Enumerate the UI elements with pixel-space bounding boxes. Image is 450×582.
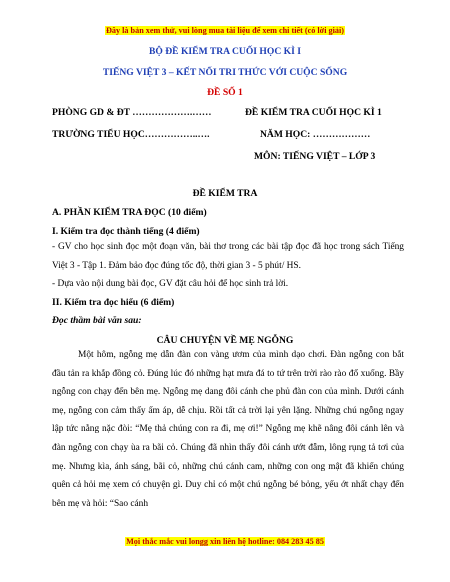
school-field: TRƯỜNG TIỂU HỌC……………..…. <box>52 129 210 140</box>
section-1-paragraph-2: - Dựa vào nội dung bài đọc, GV đặt câu hỏi để học sinh trả lời. <box>52 279 289 290</box>
subject-title: TIẾNG VIỆT 3 – KẾT NỐI TRI THỨC VỚI CUỘC SỐNG <box>102 67 348 78</box>
preview-notice-banner <box>0 26 450 36</box>
exam-title: ĐỀ KIỂM TRA <box>192 188 258 199</box>
story-paragraph: Một hôm, ngỗng mẹ dẫn đàn con vàng ươm của mình dạo chơi. Đàn ngỗng con bắt đầu tản ra khắp đồng cỏ. Đúng lúc đó những hạt mưa đá to tứ trên trời rào rào đổ xuống. Bầy ngỗng con chạy đến bên mẹ. Ngỗng mẹ dang đôi cánh che phủ đàn con của mình. Dưới cánh mẹ, ngỗng con cảm thấy ấm áp, dễ chịu. Rồi tất cả trời lại yên lặng. Những chú ngỗng ngay lập tức nằng nặc đòi: “Mẹ thả chúng con ra đi, mẹ ơi!” Ngỗng mẹ khẽ nâng đôi cánh lên và đàn ngỗng con chạy ùa ra bãi cỏ. Chúng đã nhìn thấy đôi cánh ướt đẫm, lông rụng tả tơi của mẹ. Nhưng kìa, ánh sáng, bãi cỏ, những chú cánh cam, những con ong mật đã khiến chúng quên cả hỏi mẹ xem có chuyện gì. Duy chỉ có một chú ngỗng bé bỏng, yếu ớt nhất chạy đến bên mẹ và hỏi: “Sao cánh <box>52 350 404 509</box>
hotline-text: Mọi thắc mắc vui longg xin liên hệ hotline: 084 283 45 85 <box>126 537 324 546</box>
section-1-heading: I. Kiểm tra đọc thành tiếng (4 điểm) <box>52 226 200 237</box>
subject-grade: MÔN: TIẾNG VIỆT – LỚP 3 <box>254 151 376 162</box>
story-title: CÂU CHUYỆN VỀ MẸ NGỖNG <box>156 335 294 346</box>
collection-title: BỘ ĐỀ KIỂM TRA CUỐI HỌC KÌ I <box>148 46 301 57</box>
read-instruction: Đọc thầm bài văn sau: <box>52 315 142 326</box>
section-2-heading: II. Kiểm tra đọc hiểu (6 điểm) <box>52 297 175 308</box>
story-body <box>52 346 404 513</box>
section-a-heading: A. PHẦN KIỂM TRA ĐỌC (10 điểm) <box>52 207 207 218</box>
preview-notice-text: Đây là bản xem thử, vui lòng mua tài liệu để xem chi tiết (có lời giải) <box>105 26 344 35</box>
hotline-banner <box>0 537 450 547</box>
exam-number: ĐỀ SỐ 1 <box>207 87 243 98</box>
exam-header-title: ĐỀ KIỂM TRA CUỐI HỌC KÌ 1 <box>245 107 382 118</box>
section-1-instructions <box>52 238 404 294</box>
department-field: PHÒNG GD & ĐT ……………….…… <box>52 107 212 118</box>
school-year-field: NĂM HỌC: ……………… <box>260 129 371 140</box>
section-1-paragraph: - GV cho học sinh đọc một đoạn văn, bài thơ trong các bài tập đọc đã học trong sách Tiếng Việt 3 - Tập 1. Đảm bảo đọc đúng tốc độ, thời gian 3 - 5 phút/ HS. <box>52 242 404 271</box>
